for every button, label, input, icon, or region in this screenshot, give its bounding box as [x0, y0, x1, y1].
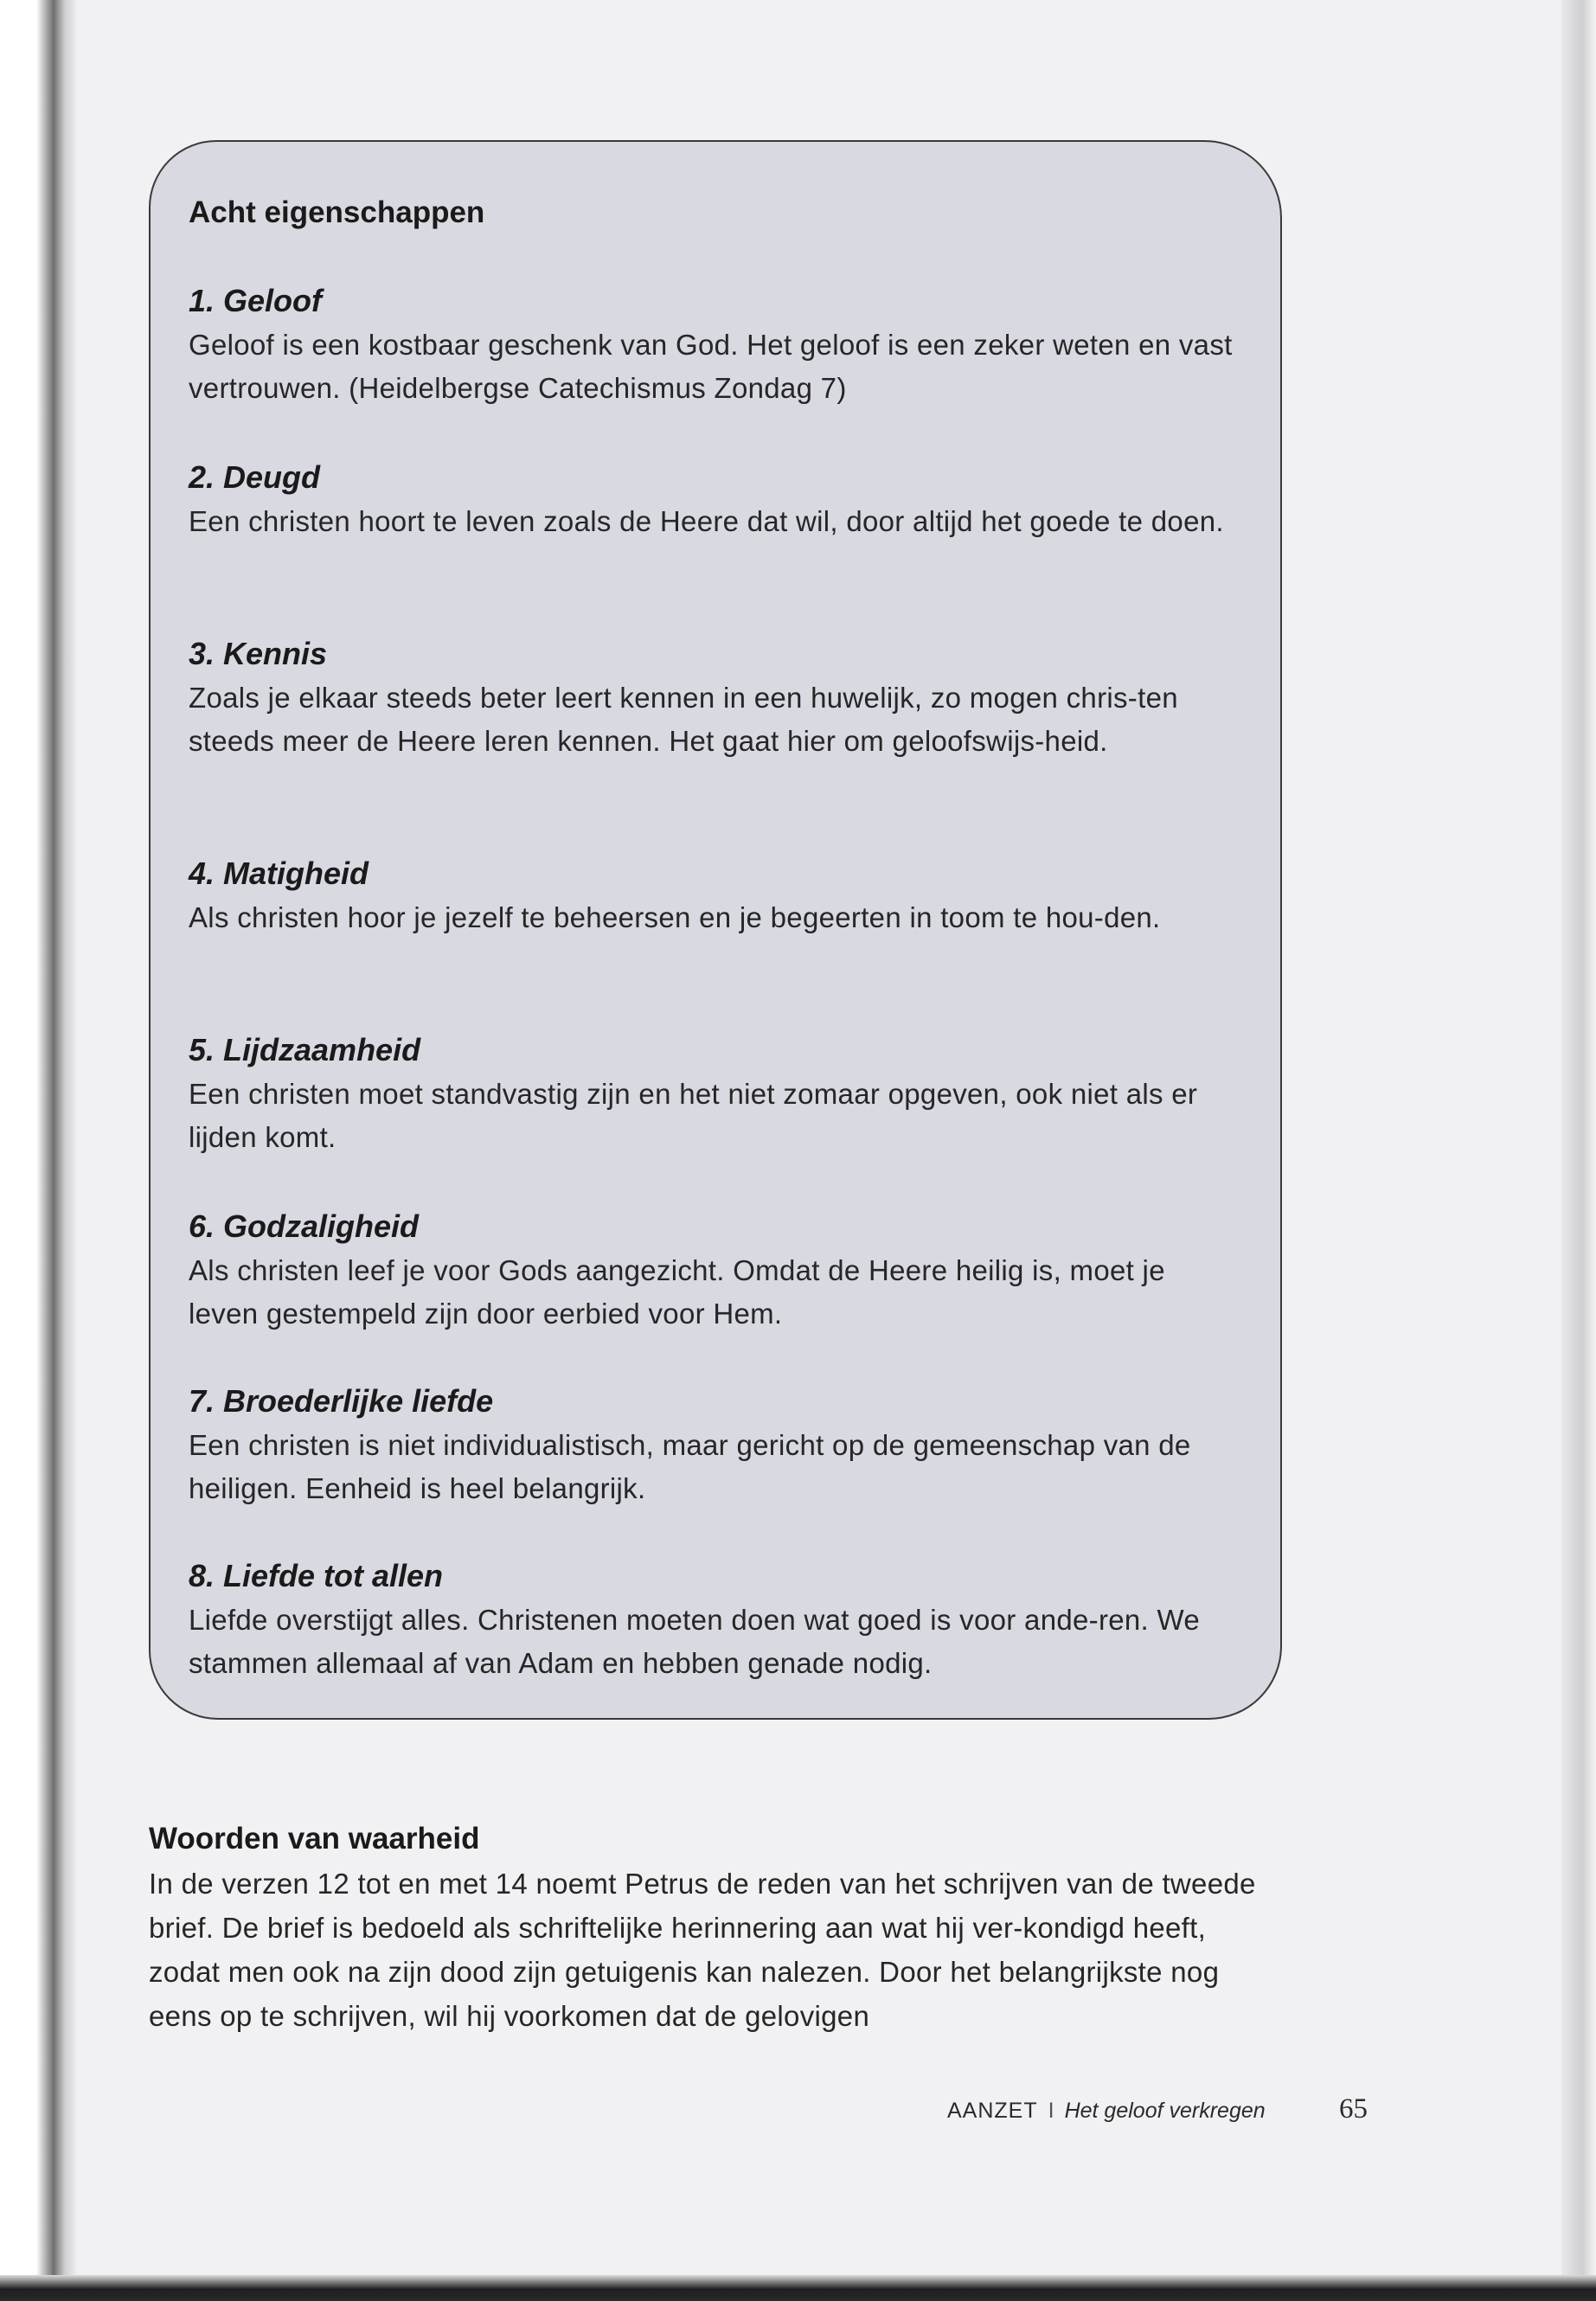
item-heading: 1. Geloof — [189, 283, 323, 318]
page-right-edge — [1561, 0, 1596, 2301]
page-bottom-edge — [0, 2275, 1596, 2301]
list-item — [189, 279, 1240, 410]
item-text: Als christen leef je voor Gods aangezicht. Omdat de Heere heilig is, moet je leven gestempeld zijn door eerbied voor Hem. — [189, 1254, 1165, 1330]
item-text: Een christen moet standvastig zijn en het niet zomaar opgeven, ook niet als er lijden komt. — [189, 1078, 1198, 1153]
list-item — [189, 1204, 1240, 1336]
item-heading: 6. Godzaligheid — [189, 1208, 420, 1244]
page-number: 65 — [1339, 2093, 1368, 2125]
running-footer — [947, 2099, 1380, 2137]
list-item — [189, 851, 1240, 939]
item-heading: 2. Deugd — [189, 459, 321, 495]
item-heading: 8. Liefde tot allen — [189, 1558, 444, 1593]
item-heading: 7. Broederlijke liefde — [189, 1383, 494, 1419]
box-title: Acht eigenschappen — [189, 195, 485, 229]
item-heading: 5. Lijdzaamheid — [189, 1032, 421, 1067]
list-item — [189, 1379, 1240, 1510]
footer-separator: I — [1048, 2099, 1054, 2123]
item-text: Als christen hoor je jezelf te beheersen en je begeerten in toom te hou-den. — [189, 901, 1161, 933]
item-heading: 4. Matigheid — [189, 856, 369, 891]
item-text: Liefde overstijgt alles. Christenen moeten doen wat goed is voor ande-ren. We stammen allemaal af van Adam en hebben genade nodig. — [189, 1604, 1200, 1679]
list-item — [189, 1028, 1240, 1159]
section-heading: Woorden van waarheid — [149, 1822, 480, 1856]
list-item — [189, 631, 1240, 763]
list-item — [189, 1554, 1240, 1685]
page-gutter-shadow — [0, 0, 76, 2301]
item-text: Geloof is een kostbaar geschenk van God. Het geloof is een zeker weten en vast vertrouwen. (Heidelbergse Catechismus Zondag 7) — [189, 329, 1233, 404]
list-item — [189, 455, 1240, 543]
section-paragraph: In de verzen 12 tot en met 14 noemt Petrus de reden van het schrijven van de tweede brief. De brief is bedoeld als schriftelijke herinnering aan wat hij ver-kondigd heeft, zodat men ook na zijn dood zijn getuigenis kan nalezen. Door het belangrijkste nog eens op te schrijven, wil hij voorkomen dat de gelovigen — [149, 1868, 1256, 2032]
item-text: Een christen is niet individualistisch, maar gericht op de gemeenschap van de heiligen. Eenheid is heel belangrijk. — [189, 1429, 1191, 1504]
item-text: Een christen hoort te leven zoals de Heere dat wil, door altijd het goede te doen. — [189, 505, 1224, 537]
running-title: AANZET — [947, 2099, 1038, 2123]
running-subtitle: Het geloof verkregen — [1064, 2099, 1266, 2123]
item-heading: 3. Kennis — [189, 636, 328, 671]
item-text: Zoals je elkaar steeds beter leert kennen in een huwelijk, zo mogen chris-ten steeds meer de Heere leren kennen. Het gaat hier om geloofswijs-heid. — [189, 682, 1178, 757]
